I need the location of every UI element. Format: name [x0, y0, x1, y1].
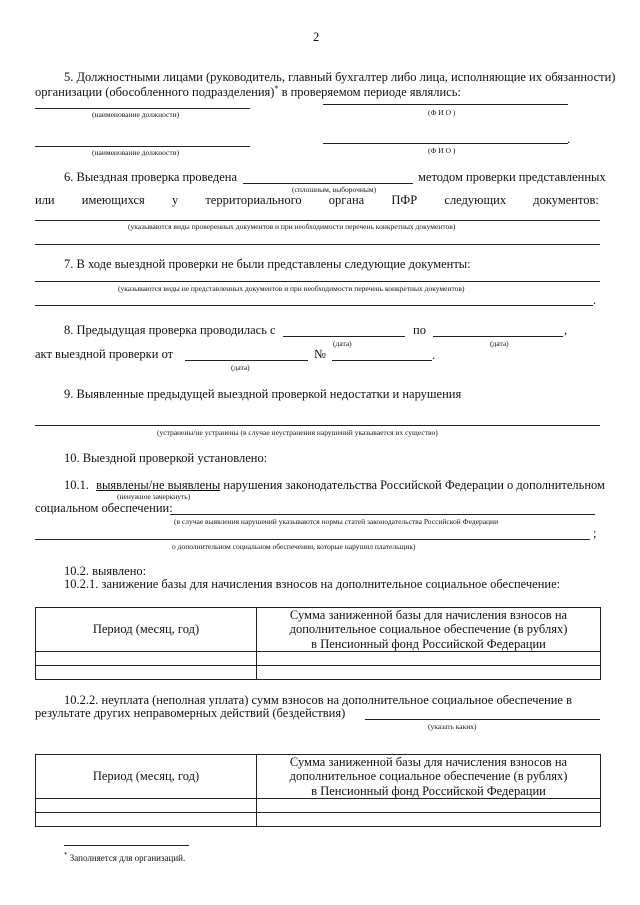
- s10-2-2-line1: 10.2.2. неуплата (неполная уплата) сумм взносов на дополнительное социальное обеспечение в: [64, 693, 573, 707]
- s5-position-line-1[interactable]: [35, 108, 250, 109]
- footnote-mark: *: [64, 851, 68, 859]
- s6-word: органа: [328, 193, 365, 207]
- s10-1-line2: социальном обеспечении:: [35, 501, 173, 515]
- s10-2-1-text: 10.2.1. занижение базы для начисления взносов на дополнительное социальное обеспечение:: [64, 577, 561, 591]
- table1-cell[interactable]: [257, 666, 601, 680]
- s6-text-b: методом проверки представленных: [418, 170, 606, 184]
- table1-header-period: Период (месяц, год): [36, 608, 257, 652]
- s5-line2-b: в проверяемом периоде являлись:: [278, 85, 461, 100]
- s10-1-semicolon: ;: [593, 526, 597, 540]
- s8-date-caption-from: (дата): [333, 339, 352, 348]
- table1-header-amount-l2: дополнительное социальное обеспечение (в рублях): [289, 622, 568, 637]
- s6-docs-caption: (указываются виды проверенных документов и при необходимости перечень конкретных документов): [128, 222, 456, 231]
- s10-1-choice[interactable]: выявлены/не выявлены: [96, 478, 221, 492]
- table1-cell[interactable]: [36, 666, 257, 680]
- s7-text: 7. В ходе выездной проверки не были представлены следующие документы:: [64, 257, 471, 271]
- s10-1-rest: нарушения законодательства Российской Федерации о дополнительном: [220, 478, 605, 492]
- s8-date-to-line[interactable]: [433, 336, 563, 337]
- table1-header-amount: [257, 608, 601, 652]
- s8-date-caption-to: (дата): [490, 339, 509, 348]
- s6-docs-line-2[interactable]: [35, 244, 600, 245]
- s7-docs-line-1[interactable]: [35, 281, 600, 282]
- s9-line[interactable]: [35, 425, 600, 426]
- s5-fio-caption-2: (Ф И О ): [428, 146, 456, 155]
- s5-footnote-mark: *: [274, 84, 279, 93]
- table2-cell[interactable]: [257, 813, 601, 827]
- table-non-payment: [35, 754, 601, 827]
- table2-header-amount: [257, 755, 601, 799]
- s7-caption: (указываются виды не представленных документов и при необходимости перечень конкретных документов): [118, 284, 465, 293]
- table2-cell[interactable]: [36, 799, 257, 813]
- s5-line2: [35, 84, 461, 100]
- s5-fio-line-2[interactable]: [323, 143, 568, 144]
- s8-comma: ,: [564, 323, 568, 337]
- s10-1-norms-line-1[interactable]: [170, 514, 595, 515]
- footnote-text: Заполняется для организаций.: [67, 853, 186, 863]
- page-number: 2: [313, 30, 320, 44]
- s10-1-norms-line-2[interactable]: [35, 539, 590, 540]
- s10-1-line1: [64, 478, 605, 493]
- s10-2-2-line2: результате других неправомерных действий (бездействия): [35, 706, 346, 720]
- s5-end-mark: .: [567, 132, 571, 146]
- s8-po: по: [413, 323, 426, 337]
- s6-line2: [35, 193, 599, 208]
- table2-header-amount-l1: Сумма заниженной базы для начисления взносов на: [289, 755, 568, 769]
- table1-header-amount-l1: Сумма заниженной базы для начисления взносов на: [289, 608, 568, 622]
- s10-1-num: 10.1.: [64, 478, 89, 492]
- s9-caption: (устранены/не устранены (в случае неустранения нарушений указывается их существо): [157, 428, 438, 437]
- s5-line2-a: организации (обособленного подразделения): [35, 85, 275, 100]
- s6-word: ПФР: [391, 193, 418, 207]
- s6-docs-line-1[interactable]: [35, 220, 600, 221]
- s8-act-date-caption: (дата): [231, 363, 250, 372]
- footnote: [64, 851, 185, 863]
- s7-end-mark: .: [593, 293, 597, 307]
- table2-header-amount-l2: дополнительное социальное обеспечение (в рублях): [289, 769, 568, 784]
- s10-2-2-which-line[interactable]: [365, 719, 600, 720]
- s10-text: 10. Выездной проверкой установлено:: [64, 451, 268, 465]
- s5-position-caption-2: (наименование должности): [92, 148, 180, 157]
- s6-word: документов:: [533, 193, 599, 207]
- s10-1-norms-caption: (в случае выявления нарушений указываются нормы статей законодательства Российской Федерации: [174, 517, 499, 526]
- s6-word: или: [35, 193, 55, 207]
- table2-header-period: Период (месяц, год): [36, 755, 257, 799]
- s6-word: имеющихся: [81, 193, 145, 207]
- s9-text: 9. Выявленные предыдущей выездной проверкой недостатки и нарушения: [64, 387, 462, 401]
- s8-date-from-line[interactable]: [283, 336, 405, 337]
- s5-fio-caption-1: (Ф И О ): [428, 108, 456, 117]
- s6-text-a: 6. Выездная проверка проведена: [64, 170, 238, 184]
- s6-word: территориального: [205, 193, 302, 207]
- table-underreported-base: [35, 607, 601, 680]
- table1-cell[interactable]: [257, 652, 601, 666]
- table2-header-amount-l3: в Пенсионный фонд Российской Федерации: [311, 783, 546, 798]
- s6-word: у: [171, 193, 179, 207]
- s8-act-date-line[interactable]: [185, 360, 308, 361]
- s8-num-sign: №: [314, 347, 326, 361]
- s6-method-line[interactable]: [243, 183, 413, 184]
- table2-cell[interactable]: [257, 799, 601, 813]
- s10-2-text: 10.2. выявлено:: [64, 564, 147, 578]
- s5-position-caption-1: (наименование должности): [92, 110, 180, 119]
- s8-act-number-line[interactable]: [332, 360, 432, 361]
- s8-end-mark: .: [432, 348, 436, 362]
- table1-cell[interactable]: [36, 652, 257, 666]
- s5-position-line-2[interactable]: [35, 146, 250, 147]
- s10-2-2-caption: (указать каких): [428, 722, 477, 731]
- s8-act-label: акт выездной проверки от: [35, 347, 174, 361]
- s5-fio-line-1[interactable]: [323, 104, 568, 105]
- table2-cell[interactable]: [36, 813, 257, 827]
- table1-header-amount-l3: в Пенсионный фонд Российской Федерации: [311, 636, 546, 651]
- s8-text: 8. Предыдущая проверка проводилась с: [64, 323, 276, 337]
- s10-1-norms-caption-2: о дополнительном социальном обеспечении, которые нарушил плательщик): [172, 542, 416, 551]
- s5-line1: 5. Должностными лицами (руководитель, главный бухгалтер либо лица, исполняющие их обязанности): [64, 70, 616, 84]
- s10-1-strike-caption: (ненужное зачеркнуть): [117, 492, 191, 501]
- s6-method-caption: (сплошным, выборочным): [292, 185, 377, 194]
- s7-docs-line-2[interactable]: [35, 305, 593, 306]
- s6-word: следующих: [444, 193, 507, 207]
- footnote-separator: [64, 845, 189, 846]
